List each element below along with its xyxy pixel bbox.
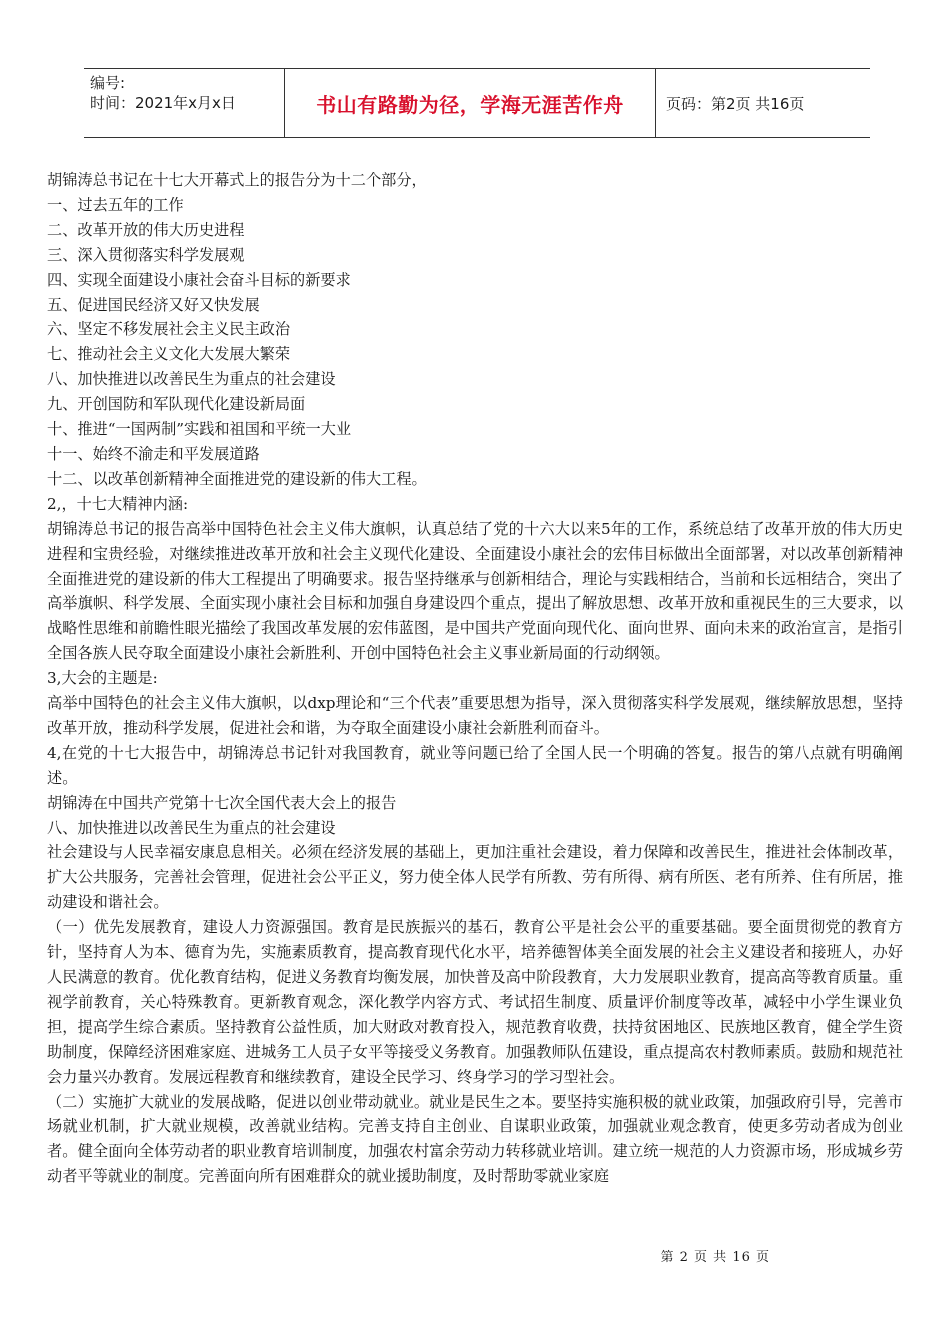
body-paragraph: （一）优先发展教育，建设人力资源强国。教育是民族振兴的基石，教育公平是社会公平的重要基础。要全面贯彻党的教育方针，坚持育人为本、德育为先，实施素质教育，提高教育现代化水平，培养德智体美全面发展的社会主义建设者和接班人，办好人民满意的教育。优化教育结构，促进义务教育均衡发展，加快普及高中阶段教育，大力发展职业教育，提高高等教育质量。重视学前教育，关心特殊教育。更新教育观念，深化教学内容方式、考试招生制度、质量评价制度等改革，减轻中小学生课业负担，提高学生综合素质。坚持教育公益性质，加大财政对教育投入，规范教育收费，扶持贫困地区、民族地区教育，健全学生资助制度，保障经济困难家庭、进城务工人员子女平等接受义务教育。加强教师队伍建设，重点提高农村教师素质。鼓励和规范社会力量兴办教育。发展远程教育和继续教育，建设全民学习、终身学习的学习型社会。 — [47, 918, 903, 1086]
list-item: 六、坚定不移发展社会主义民主政治 — [47, 320, 290, 339]
body-paragraph: 4,在党的十七大报告中，胡锦涛总书记针对我国教育，就业等问题已给了全国人民一个明确的答复。报告的第八点就有明确阐述。 — [47, 743, 903, 787]
list-item: 十、推进“一国两制”实践和祖国和平统一大业 — [47, 420, 352, 439]
header-page-info: 页码：第2页 共16页 — [666, 94, 805, 113]
list-item: 五、促进国民经济又好又快发展 — [47, 295, 260, 314]
section-heading: 胡锦涛在中国共产党第十七次全国代表大会上的报告 — [47, 793, 397, 812]
document-date: 时间：2021年x月x日 — [90, 94, 236, 112]
list-item: 九、开创国防和军队现代化建设新局面 — [47, 395, 306, 414]
document-header — [84, 68, 870, 138]
page-footer: 第 2 页 共 16 页 — [660, 1250, 770, 1265]
list-item: 三、深入贯彻落实科学发展观 — [47, 245, 245, 264]
section-heading: 3,大会的主题是: — [47, 669, 158, 688]
list-item: 七、推动社会主义文化大发展大繁荣 — [47, 345, 290, 364]
document-number-label: 编号: — [90, 74, 126, 92]
body-paragraph: 胡锦涛总书记的报告高举中国特色社会主义伟大旗帜，认真总结了党的十六大以来5年的工作，系统总结了改革开放的伟大历史进程和宝贵经验，对继续推进改革开放和社会主义现代化建设、全面建设小康社会的宏伟目标做出全面部署，对以改革创新精神全面推进党的建设新的伟大工程提出了明确要求。报告坚持继承与创新相结合，理论与实践相结合，当前和长远相结合，突出了高举旗帜、科学发展、全面实现小康社会目标和加强自身建设四个重点，提出了解放思想、改革开放和重视民生的三大要求，以战略性思维和前瞻性眼光描绘了我国改革发展的宏伟蓝图，是中国共产党面向现代化、面向世界、面向未来的政治宣言，是指引全国各族人民夺取全面建设小康社会新胜利、开创中国特色社会主义事业新局面的行动纲领。 — [47, 519, 903, 663]
list-item: 二、改革开放的伟大历史进程 — [47, 220, 245, 239]
body-paragraph: （二）实施扩大就业的发展战略，促进以创业带动就业。就业是民生之本。要坚持实施积极的就业政策，加强政府引导，完善市场就业机制，扩大就业规模，改善就业结构。完善支持自主创业、自谋职业政策，加强就业观念教育，使更多劳动者成为创业者。健全面向全体劳动者的职业教育培训制度，加强农村富余劳动力转移就业培训。建立统一规范的人力资源市场，形成城乡劳动者平等就业的制度。完善面向所有困难群众的就业援助制度，及时帮助零就业家庭 — [47, 1092, 903, 1186]
body-paragraph: 社会建设与人民幸福安康息息相关。必须在经济发展的基础上，更加注重社会建设，着力保障和改善民生，推进社会体制改革，扩大公共服务，完善社会管理，促进社会公平正义，努力使全体人民学有所教、劳有所得、病有所医、老有所养、住有所居，推动建设和谐社会。 — [47, 843, 903, 912]
document-body — [47, 168, 903, 1189]
list-item: 四、实现全面建设小康社会奋斗目标的新要求 — [47, 270, 351, 289]
list-item: 一、过去五年的工作 — [47, 195, 184, 214]
list-item: 十二、以改革创新精神全面推进党的建设新的伟大工程。 — [47, 469, 427, 488]
list-item: 十一、始终不渝走和平发展道路 — [47, 444, 260, 463]
intro-line: 胡锦涛总书记在十七大开幕式上的报告分为十二个部分， — [47, 171, 427, 189]
header-motto: 书山有路勤为径，学海无涯苦作舟 — [284, 69, 656, 137]
body-paragraph: 高举中国特色的社会主义伟大旗帜，以dxp理论和“三个代表”重要思想为指导，深入贯彻落实科学发展观，继续解放思想，坚持改革开放，推动科学发展，促进社会和谐，为夺取全面建设小康社会新胜利而奋斗。 — [47, 694, 903, 737]
section-heading: 2,，十七大精神内涵: — [47, 494, 189, 513]
section-heading: 八、加快推进以改善民生为重点的社会建设 — [47, 818, 336, 837]
list-item: 八、加快推进以改善民生为重点的社会建设 — [47, 370, 336, 389]
header-meta — [84, 69, 284, 137]
